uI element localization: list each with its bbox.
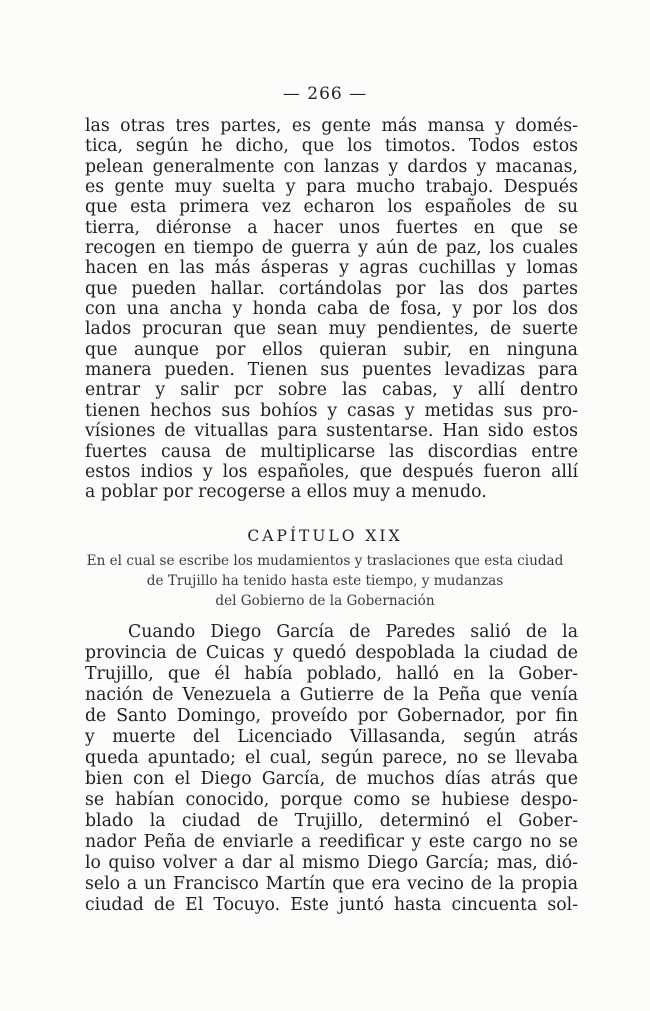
text-line: que aunque por ellos quieran subir, en ninguna [85,339,578,360]
text-line: manera pueden. Tienen sus puentes levadizas para [85,360,578,381]
text-line: provincia de Cuicas y quedó despoblada la ciudad de [85,643,578,663]
text-line: lados procuran que sean muy pendientes, de suerte [85,319,578,340]
text-line: estos indios y los españoles, que después fueron allí [85,461,578,482]
text-line: las otras tres partes, es gente más mansa y domés- [85,116,578,136]
text-line: Cuando Diego García de Paredes salió de la [128,622,578,642]
text-line: nación de Venezuela a Gutierre de la Peña que venía [85,685,578,705]
chapter-heading: CAPÍTULO XIX [247,527,403,545]
text-line: y muerte del Licenciado Villasanda, según atrás [85,727,578,747]
paragraph-2 [85,622,578,916]
text-line: de Santo Domingo, proveído por Gobernador, por fin [85,706,578,726]
text-line: tierra, diéronse a hacer unos fuertes en que se [85,217,578,238]
text-line: hacen en las más ásperas y agras cuchillas y lomas [85,258,578,279]
text-line: que esta primera vez echaron los españoles de su [85,197,578,218]
text-line: queda apuntado; el cual, según parece, no se llevaba [85,748,578,768]
text-line: con una ancha y honda caba de fosa, y por los dos [85,299,578,320]
text-line: En el cual se escribe los mudamientos y traslaciones que esta ciudad [86,553,564,569]
text-line: blado la ciudad de Trujillo, determinó el Gober- [85,811,578,831]
text-line: que pueden hallar. cortándolas por las dos partes [85,278,578,299]
text-line: entrar y salir pcr sobre las cabas, y allí dentro [85,380,578,401]
text-line: tica, según he dicho, que los timotos. Todos estos [85,136,578,157]
text-line: vísiones de vituallas para sustentarse. Han sido estos [85,421,578,442]
text-line: es gente muy suelta y para mucho trabajo. Después [85,177,578,198]
chapter-subtitle [78,551,572,611]
text-line: nador Peña de enviarle a reedificar y este cargo no se [85,832,578,852]
text-line: bien con el Diego García, de muchos días atrás que [85,769,578,789]
text-line: a poblar por recogerse a ellos muy a menudo. [85,482,487,503]
text-line: ciudad de El Tocuyo. Este juntó hasta cincuenta sol- [85,895,578,915]
text-line: recogen en tiempo de guerra y aún de paz, los cuales [85,238,578,259]
page-number: — 266 — [282,84,368,104]
text-line: Trujillo, que él había poblado, halló en la Gober- [85,664,578,684]
text-line: tienen hechos sus bohíos y casas y metidas sus pro- [85,400,578,421]
text-line: lo quiso volver a dar al mismo Diego García; mas, dió- [85,853,578,873]
text-line: del Gobierno de la Gobernación [215,593,435,609]
text-line: selo a un Francisco Martín que era vecino de la propia [85,874,578,894]
paragraph-1 [85,116,578,503]
text-line: de Trujillo ha tenido hasta este tiempo, y mudanzas [146,573,504,589]
text-line: pelean generalmente con lanzas y dardos y macanas, [85,156,578,177]
text-line: se habían conocido, porque como se hubiese despo- [85,790,578,810]
text-line: fuertes causa de multiplicarse las discordias entre [85,441,578,462]
